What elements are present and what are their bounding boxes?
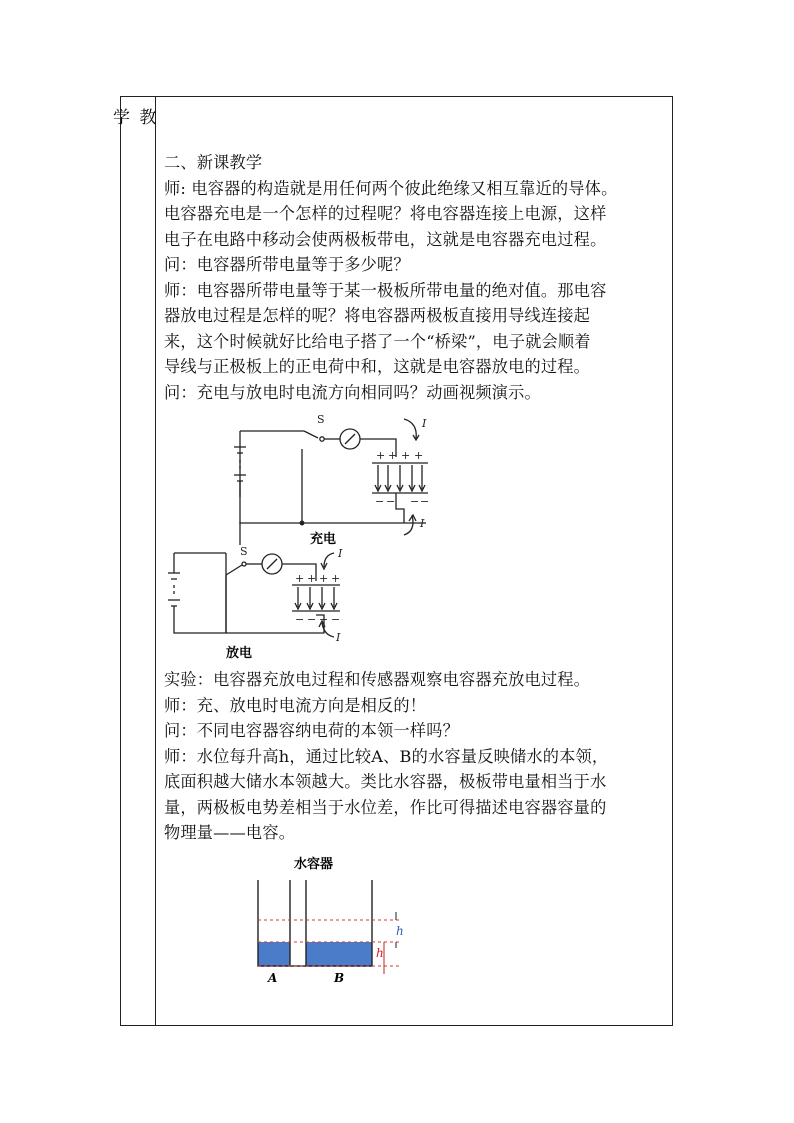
- paragraph-block-1: [164, 150, 672, 405]
- charging-circuit-figure: [164, 405, 672, 545]
- text-line: 师：充、放电时电流方向是相反的！: [164, 695, 427, 715]
- plus-sign: +: [401, 449, 411, 462]
- text-line: 物理量——电容。: [164, 823, 296, 842]
- switch-label: S: [317, 413, 325, 426]
- water-caption: 水容器: [294, 856, 334, 872]
- minus-sign: −: [319, 613, 329, 626]
- minus-sign: −: [295, 613, 305, 626]
- text-line: 二、新课教学: [164, 153, 263, 172]
- minus-sign: −: [331, 613, 341, 626]
- current-label: I: [338, 547, 343, 560]
- container-a-label: A: [268, 970, 278, 982]
- current-label: I: [422, 417, 427, 430]
- text-line: 电容器充电是一个怎样的过程呢？将电容器连接上电源，这样: [164, 204, 607, 223]
- text-line: 导线与正极板上的正电荷中和，这就是电容器放电的过程。: [164, 357, 591, 376]
- text-line: 实验：电容器充放电过程和传感器观察电容器充放电过程。: [164, 670, 591, 689]
- side-column: [113, 97, 159, 1025]
- discharging-circuit-figure: [164, 545, 672, 665]
- minus-sign: −: [307, 613, 317, 626]
- water-fill-a: [258, 942, 290, 966]
- water-fill-b: [306, 942, 372, 966]
- text-line: 问：充电与放电时电流方向相同吗？动画视频演示。: [164, 382, 541, 402]
- text-line: 量，两极板电势差相当于水位差，作比可得描述电容器容量的: [164, 797, 607, 817]
- text-line: 底面积越大储水本领越大。类比水容器，极板带电量相当于水: [164, 772, 607, 791]
- text-line: 师：水位每升高h，通过比较A、B的水容量反映储水的本领，: [164, 746, 609, 766]
- minus-sign: −: [375, 495, 385, 508]
- plus-sign: +: [319, 572, 329, 585]
- plus-sign: +: [331, 572, 341, 585]
- minus-sign: −: [410, 495, 420, 508]
- container-b-label: B: [334, 970, 345, 982]
- h-label-red: h: [376, 945, 384, 960]
- current-label: I: [420, 517, 425, 530]
- text-line: 师: 电容器的构造就是用任何两个彼此绝缘又相互靠近的导体。: [164, 178, 618, 198]
- plus-sign: +: [414, 449, 424, 462]
- charging-caption: 充电: [310, 532, 337, 545]
- current-label: I: [336, 631, 341, 644]
- text-line: 电子在电路中移动会使两极板带电，这就是电容器充电过程。: [164, 229, 607, 249]
- switch-label: S: [240, 545, 248, 558]
- paragraph-block-2: [164, 667, 672, 846]
- minus-sign: −: [420, 495, 430, 508]
- water-container-figure: [164, 852, 672, 982]
- text-line: 师：电容器所带电量等于某一极板所带电量的绝对值。那电容: [164, 280, 607, 300]
- h-label-blue: h: [396, 923, 404, 938]
- discharging-caption: 放电: [226, 646, 253, 661]
- lesson-content: [164, 150, 672, 982]
- plus-sign: +: [376, 449, 386, 462]
- plus-sign: +: [307, 572, 317, 585]
- plus-sign: +: [295, 572, 305, 585]
- text-line: 问：电容器所带电量等于多少呢？: [164, 255, 410, 274]
- minus-sign: −: [386, 495, 396, 508]
- side-label: 学 教: [113, 108, 159, 128]
- text-line: 来，这个时候就好比给电子搭了一个“桥梁”，电子就会顺着: [164, 331, 591, 351]
- text-line: 问：不同电容器容纳电荷的本领一样吗？: [164, 721, 459, 740]
- text-line: 器放电过程是怎样的呢？将电容器两极板直接用导线连接起: [164, 306, 591, 325]
- plus-sign: +: [388, 449, 398, 462]
